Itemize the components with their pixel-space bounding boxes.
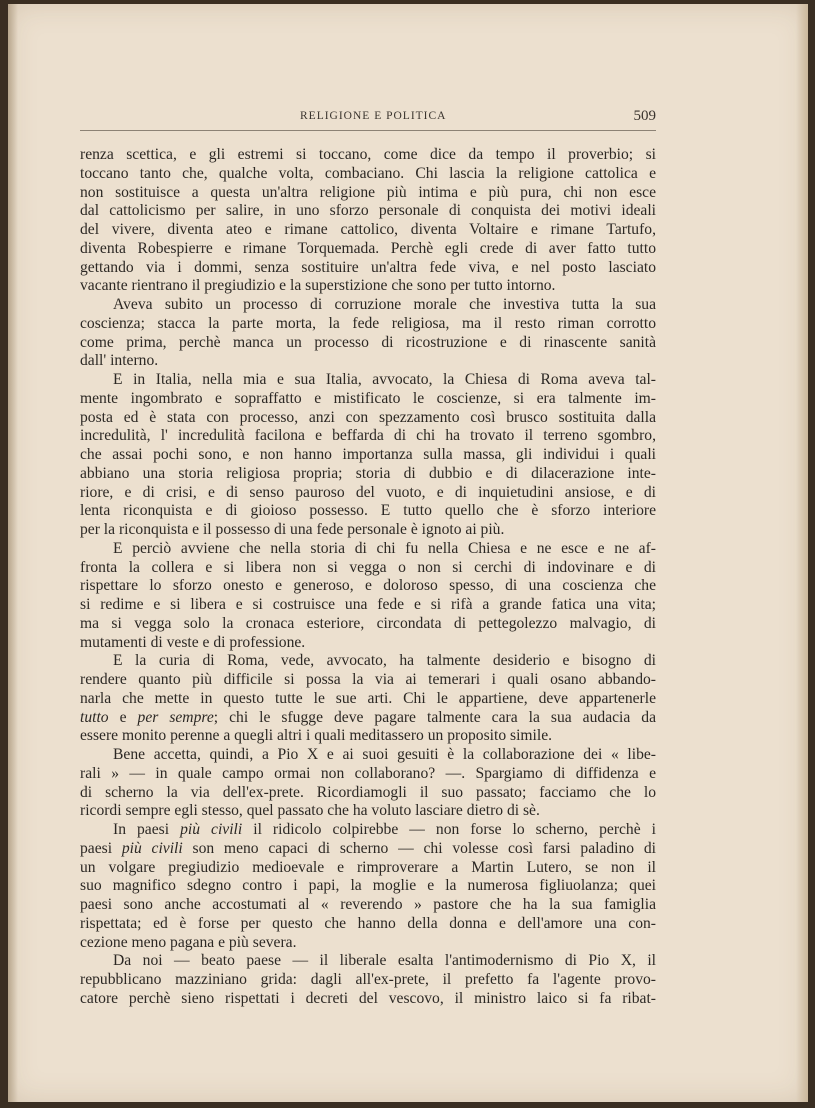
text-line: rispettata; ed è forse per questo che hanno della donna e dell'amore una con- [80, 914, 656, 932]
text-line: che assai pochi sono, e non hanno importanza sulla massa, gli individui i quali [80, 446, 656, 463]
text-line: incredulità, l' incredulità facilona e beffarda di chi ha trovato il terreno sgombro, [80, 427, 656, 445]
text-line: non sostituisce a questa un'altra religione più intima e più pura, chi non esce [80, 183, 656, 201]
text-line: rispettare lo sforzo onesto e generoso, e doloroso spesso, di una coscienza che [80, 577, 656, 595]
text-line: un volgare pregiudizio medioevale e rimproverare a Martin Lutero, se non il [80, 858, 656, 876]
text-line: di scherno la via dell'ex-prete. Ricordiamogli il suo passato; facciamo che lo [80, 783, 656, 801]
text-line: per la riconquista e il possesso di una fede personale è ignoto ai più. [80, 521, 505, 538]
text-line [80, 709, 656, 728]
text-line: dall' interno. [80, 352, 159, 370]
text-line: E in Italia, nella mia e sua Italia, avvocato, la Chiesa di Roma aveva tal- [113, 371, 656, 388]
text-line: suo magnifico sdegno contro i papi, la moglie e la numerosa figliuolanza; quei [80, 877, 656, 895]
text-line: E perciò avviene che nella storia di chi fu nella Chiesa e ne esce e ne af- [113, 539, 656, 557]
text-line: Aveva subito un processo di corruzione morale che investiva tutta la sua [113, 296, 656, 313]
text-line [80, 821, 656, 840]
text-line: del vivere, diventa ateo e rimane cattolico, diventa Voltaire e rimane Tartufo, [80, 221, 656, 238]
text-run: paesi [80, 839, 122, 857]
header-rule [80, 130, 656, 131]
text-line: gettando via i dommi, senza sostituire un'altra fede viva, e nel posto lasciato [80, 258, 656, 276]
text-line: si redime e si libera e si costruisce una fede e si rifà a grande fatica una vita; [80, 596, 656, 613]
text-line: essere monito perenne a quegli altri i quali meditassero un proposito simile. [80, 727, 553, 745]
text-line [80, 840, 656, 859]
running-head [80, 108, 656, 128]
text-line: rali » — in quale campo ormai non collaborano? —. Spargiamo di diffidenza e [80, 764, 656, 782]
text-line: posta ed è stata con processo, anzi con spezzamento così brusco sostituita dalla [80, 408, 656, 426]
page-number: 509 [633, 108, 656, 124]
page-edge-left [8, 4, 18, 1102]
italic-phrase: per sempre [137, 708, 214, 726]
text-run: il ridicolo colpirebbe — non forse lo scherno, perchè i [242, 821, 657, 838]
page-edge-right [796, 4, 808, 1102]
text-run: son meno capaci di scherno — chi volesse così farsi paladino di [182, 839, 656, 857]
italic-phrase: più civili [121, 839, 183, 857]
running-head-title: RELIGIONE E POLITICA [300, 110, 447, 122]
text-run: ; chi le sfugge deve pagare talmente cara la sua audacia da [213, 708, 657, 726]
text-line: fronta la collera e si libera non si vegga o non si cerchi di indovinare e di [80, 558, 656, 576]
text-line: mutamenti di veste e di professione. [80, 633, 306, 651]
text-line: abbiano una storia religiosa propria; storia di dubbio e di dilacerazione inte- [80, 464, 656, 482]
text-line: narla che mette in questo tutte le sue arti. Chi le appartiene, deve appartenerle [80, 689, 656, 707]
text-line: catore perchè sieno rispettati i decreti del vescovo, il ministro laico si fa ribat- [80, 989, 656, 1007]
text-line: cezione meno pagana e più severa. [80, 933, 297, 951]
italic-phrase: più civili [180, 821, 243, 838]
body-text [80, 146, 656, 1009]
text-line: coscienza; stacca la parte morta, la fede religiosa, ma il resto riman corrotto [80, 314, 656, 332]
italic-phrase: tutto [80, 708, 109, 726]
text-line: diventa Robespierre e rimane Torquemada. Perchè egli crede di aver fatto tutto [80, 239, 656, 257]
text-line: come prima, perchè manca un processo di ricostruzione e di rinascente sanità [80, 333, 656, 351]
text-line: repubblicano mazziniano grida: dagli all'ex-prete, il prefetto fa l'agente provo- [80, 971, 656, 988]
text-line: renza scettica, e gli estremi si toccano, come dice da tempo il proverbio; si [80, 146, 656, 163]
text-line: lenta riconquista e di gioioso possesso. E tutto quello che è sforzo interiore [80, 502, 656, 520]
text-line: dal cattolicismo per salire, in uno sforzo personale di conquista dei motivi ideali [80, 202, 656, 220]
text-line: vacante rientrano il pregiudizio e la superstizione che sono per tutto intorno. [80, 277, 556, 295]
text-line: mente ingombrato e sopraffatto e mistificato le coscienze, si era talmente im- [80, 389, 656, 407]
text-line: riore, e di crisi, e di senso pauroso del vuoto, e di inquietudini ansiose, e di [80, 483, 656, 501]
text-line: ma si vegga solo la cronaca esteriore, circondata di pettegolezzo malvagio, di [80, 614, 656, 632]
text-line: rendere quanto più difficile si possa la via ai temerari i quali osano abbando- [80, 671, 656, 688]
text-line: ricordi sempre egli stesso, quel passato che ha voluto lasciare dietro di sè. [80, 802, 540, 820]
text-run: In paesi [113, 821, 181, 838]
text-line: Bene accetta, quindi, a Pio X e ai suoi gesuiti è la collaborazione dei « libe- [113, 746, 656, 763]
text-line: E la curia di Roma, vede, avvocato, ha talmente desiderio e bisogno di [113, 652, 656, 670]
text-line: paesi sono anche accostumati al « reverendo » pastore che ha la sua famiglia [80, 896, 656, 913]
text-run: e [108, 708, 138, 726]
text-line: Da noi — beato paese — il liberale esalta l'antimodernismo di Pio X, il [113, 952, 656, 970]
text-line: toccano tanto che, qualche volta, combaciano. Chi lascia la religione cattolica e [80, 164, 656, 182]
